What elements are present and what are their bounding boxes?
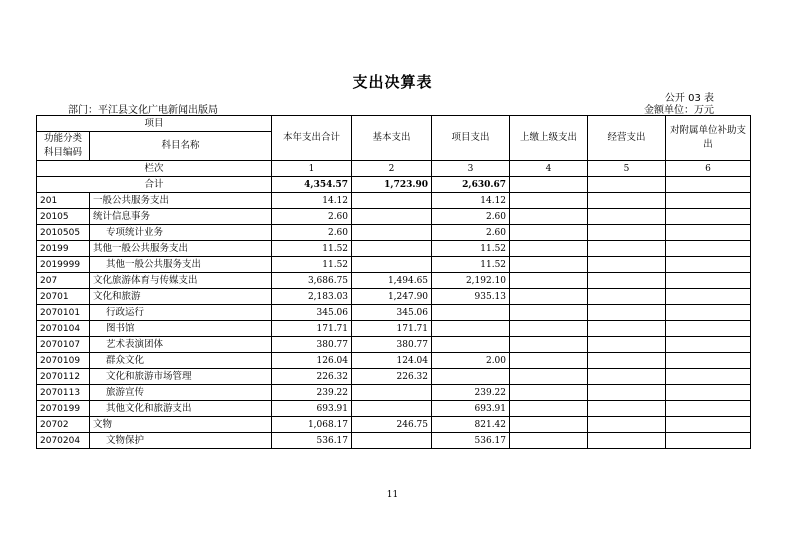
row-operating: [588, 433, 666, 449]
total-cell: 4,354.57: [272, 177, 352, 193]
row-subsidy: [666, 273, 751, 289]
row-basic: [352, 225, 432, 241]
row-subsidy: [666, 417, 751, 433]
table-row: [37, 225, 751, 241]
row-code: 2070107: [37, 337, 90, 353]
row-operating: [588, 401, 666, 417]
row-project: 2.60: [432, 209, 510, 225]
row-operating: [588, 241, 666, 257]
row-subsidy: [666, 401, 751, 417]
department-label: 部门：平江县文化广电新闻出版局: [68, 105, 218, 116]
row-operating: [588, 225, 666, 241]
row-basic: 226.32: [352, 369, 432, 385]
header-item-group: 项目: [37, 116, 272, 132]
row-basic: 124.04: [352, 353, 432, 369]
row-remit-superior: [510, 225, 588, 241]
row-code: 2070113: [37, 385, 90, 401]
row-subsidy: [666, 337, 751, 353]
row-project: 935.13: [432, 289, 510, 305]
row-total: 345.06: [272, 305, 352, 321]
header-operating: 经营支出: [588, 116, 666, 161]
row-total: 11.52: [272, 241, 352, 257]
row-total: 226.32: [272, 369, 352, 385]
header-code: 功能分类科目编码: [37, 132, 90, 161]
row-project: [432, 305, 510, 321]
row-name: 其他一般公共服务支出: [90, 257, 272, 273]
row-project: [432, 321, 510, 337]
row-basic: 345.06: [352, 305, 432, 321]
row-operating: [588, 257, 666, 273]
row-project: 2.00: [432, 353, 510, 369]
table-row: [37, 433, 751, 449]
row-project: 2.60: [432, 225, 510, 241]
row-project: 821.42: [432, 417, 510, 433]
row-remit-superior: [510, 289, 588, 305]
row-remit-superior: [510, 353, 588, 369]
row-total: 536.17: [272, 433, 352, 449]
row-code: 2070204: [37, 433, 90, 449]
row-operating: [588, 209, 666, 225]
row-subsidy: [666, 369, 751, 385]
table-row: [37, 193, 751, 209]
row-code: 2010505: [37, 225, 90, 241]
row-operating: [588, 321, 666, 337]
total-label: 合计: [37, 177, 272, 193]
row-project: [432, 337, 510, 353]
row-code: 2070104: [37, 321, 90, 337]
header-name: 科目名称: [90, 132, 272, 161]
total-cell: [666, 177, 751, 193]
row-operating: [588, 417, 666, 433]
row-basic: 1,247.90: [352, 289, 432, 305]
index-label: 栏次: [37, 161, 272, 177]
row-operating: [588, 353, 666, 369]
row-total: 3,686.75: [272, 273, 352, 289]
row-code: 2070101: [37, 305, 90, 321]
total-cell: 1,723.90: [352, 177, 432, 193]
row-code: 2070112: [37, 369, 90, 385]
row-name: 艺术表演团体: [90, 337, 272, 353]
row-basic: [352, 193, 432, 209]
row-total: 2.60: [272, 209, 352, 225]
index-cell: 3: [432, 161, 510, 177]
row-project: 239.22: [432, 385, 510, 401]
row-name: 统计信息事务: [90, 209, 272, 225]
table-row: [37, 241, 751, 257]
table-row: [37, 353, 751, 369]
row-subsidy: [666, 241, 751, 257]
table-row: [37, 273, 751, 289]
row-remit-superior: [510, 305, 588, 321]
row-subsidy: [666, 257, 751, 273]
row-name: 文化和旅游市场管理: [90, 369, 272, 385]
row-remit-superior: [510, 257, 588, 273]
header-total: 本年支出合计: [272, 116, 352, 161]
row-project: [432, 369, 510, 385]
row-total: 1,068.17: [272, 417, 352, 433]
row-basic: [352, 401, 432, 417]
table-row: [37, 305, 751, 321]
row-basic: 171.71: [352, 321, 432, 337]
row-name: 其他文化和旅游支出: [90, 401, 272, 417]
amount-unit-label: 金额单位：万元: [644, 105, 714, 116]
header-project: 项目支出: [432, 116, 510, 161]
table-row: [37, 369, 751, 385]
row-remit-superior: [510, 321, 588, 337]
row-subsidy: [666, 321, 751, 337]
row-code: 2070199: [37, 401, 90, 417]
row-project: 693.91: [432, 401, 510, 417]
row-subsidy: [666, 305, 751, 321]
row-project: 11.52: [432, 241, 510, 257]
table-row: [37, 417, 751, 433]
row-code: 2070109: [37, 353, 90, 369]
row-name: 文化和旅游: [90, 289, 272, 305]
row-remit-superior: [510, 241, 588, 257]
row-name: 图书馆: [90, 321, 272, 337]
row-remit-superior: [510, 337, 588, 353]
row-project: 14.12: [432, 193, 510, 209]
row-code: 2019999: [37, 257, 90, 273]
row-code: 207: [37, 273, 90, 289]
row-project: 536.17: [432, 433, 510, 449]
index-cell: 6: [666, 161, 751, 177]
row-name: 群众文化: [90, 353, 272, 369]
table-row: [37, 337, 751, 353]
row-subsidy: [666, 385, 751, 401]
row-name: 文物: [90, 417, 272, 433]
row-name: 行政运行: [90, 305, 272, 321]
row-total: 2.60: [272, 225, 352, 241]
table-row: [37, 385, 751, 401]
row-subsidy: [666, 433, 751, 449]
table-row: [37, 289, 751, 305]
row-code: 20701: [37, 289, 90, 305]
page-title: 支出决算表: [352, 73, 433, 91]
table-number: 公开 03 表: [664, 93, 714, 104]
index-cell: 4: [510, 161, 588, 177]
row-name: 文化旅游体育与传媒支出: [90, 273, 272, 289]
header-remit-superior: 上缴上级支出: [510, 116, 588, 161]
row-total: 2,183.03: [272, 289, 352, 305]
row-subsidy: [666, 209, 751, 225]
index-cell: 2: [352, 161, 432, 177]
row-basic: [352, 241, 432, 257]
row-remit-superior: [510, 209, 588, 225]
page-number: 11: [386, 490, 399, 500]
row-operating: [588, 337, 666, 353]
header-row-top: [37, 116, 751, 132]
header-subsidy: 对附属单位补助支出: [666, 116, 751, 161]
total-row: [37, 177, 751, 193]
table-row: [37, 321, 751, 337]
index-row: [37, 161, 751, 177]
row-total: 239.22: [272, 385, 352, 401]
row-basic: [352, 257, 432, 273]
row-remit-superior: [510, 193, 588, 209]
row-remit-superior: [510, 433, 588, 449]
row-total: 14.12: [272, 193, 352, 209]
expenditure-table: [36, 115, 751, 449]
row-project: 2,192.10: [432, 273, 510, 289]
row-name: 文物保护: [90, 433, 272, 449]
row-name: 专项统计业务: [90, 225, 272, 241]
header-basic: 基本支出: [352, 116, 432, 161]
row-remit-superior: [510, 417, 588, 433]
row-operating: [588, 193, 666, 209]
row-subsidy: [666, 225, 751, 241]
row-remit-superior: [510, 401, 588, 417]
row-name: 一般公共服务支出: [90, 193, 272, 209]
row-total: 380.77: [272, 337, 352, 353]
row-total: 126.04: [272, 353, 352, 369]
row-basic: 246.75: [352, 417, 432, 433]
row-code: 20199: [37, 241, 90, 257]
total-cell: 2,630.67: [432, 177, 510, 193]
row-basic: [352, 433, 432, 449]
row-code: 20105: [37, 209, 90, 225]
total-cell: [588, 177, 666, 193]
row-basic: 1,494.65: [352, 273, 432, 289]
index-cell: 5: [588, 161, 666, 177]
row-subsidy: [666, 353, 751, 369]
total-cell: [510, 177, 588, 193]
row-remit-superior: [510, 369, 588, 385]
row-basic: 380.77: [352, 337, 432, 353]
row-basic: [352, 209, 432, 225]
row-basic: [352, 385, 432, 401]
row-remit-superior: [510, 273, 588, 289]
row-code: 201: [37, 193, 90, 209]
table-row: [37, 401, 751, 417]
row-operating: [588, 369, 666, 385]
row-subsidy: [666, 289, 751, 305]
row-name: 其他一般公共服务支出: [90, 241, 272, 257]
table-row: [37, 257, 751, 273]
index-cell: 1: [272, 161, 352, 177]
row-operating: [588, 305, 666, 321]
row-remit-superior: [510, 385, 588, 401]
row-total: 171.71: [272, 321, 352, 337]
row-operating: [588, 289, 666, 305]
row-name: 旅游宣传: [90, 385, 272, 401]
row-project: 11.52: [432, 257, 510, 273]
table-row: [37, 209, 751, 225]
row-operating: [588, 273, 666, 289]
row-code: 20702: [37, 417, 90, 433]
row-subsidy: [666, 193, 751, 209]
row-total: 693.91: [272, 401, 352, 417]
row-total: 11.52: [272, 257, 352, 273]
row-operating: [588, 385, 666, 401]
